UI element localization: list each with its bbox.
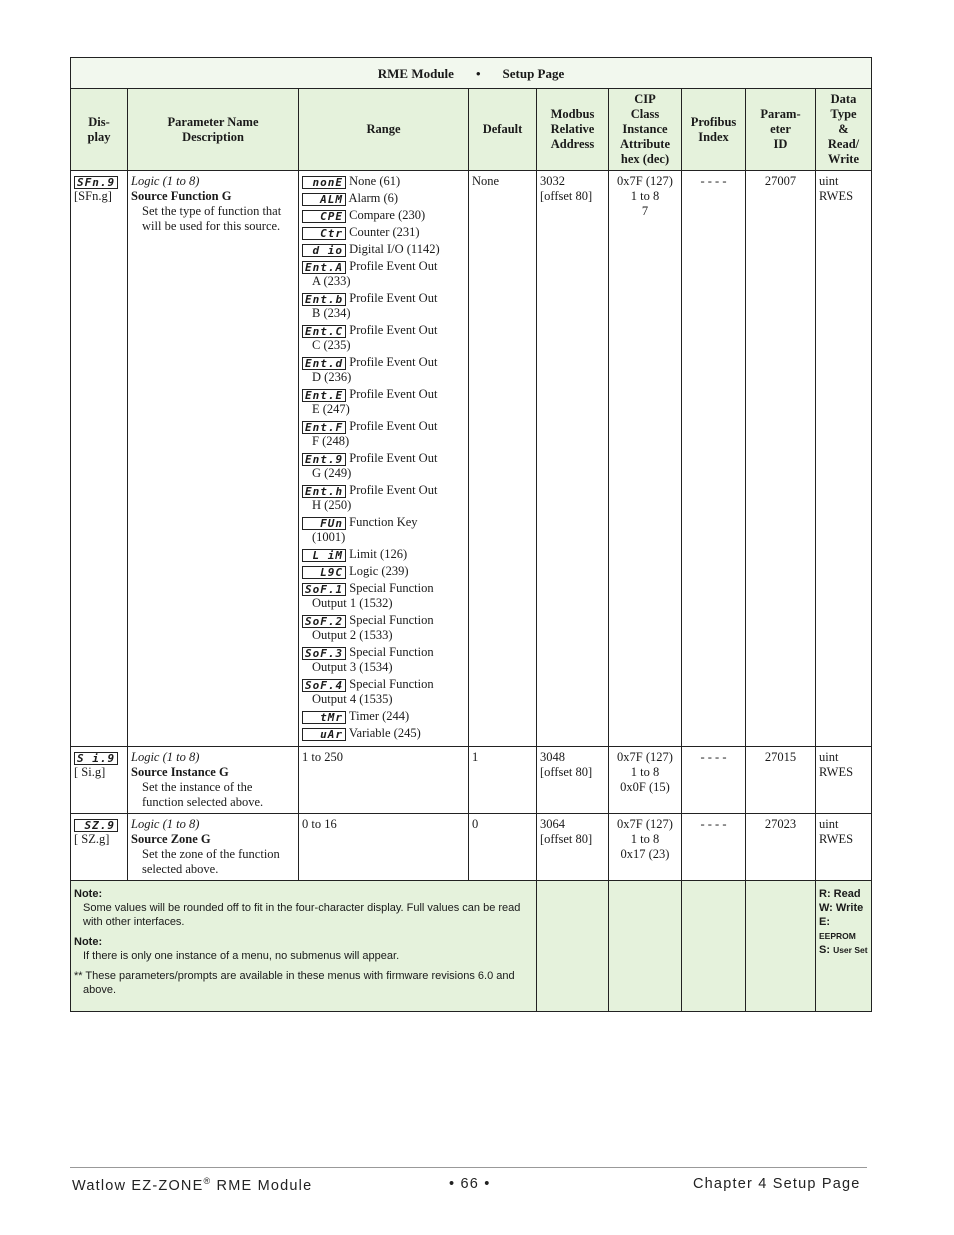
legend-user-set: S: User Set: [819, 944, 868, 956]
range-item: [302, 726, 465, 741]
range-code: L9C: [302, 566, 346, 579]
param-id-cell: 27015: [746, 747, 816, 814]
range-label: Compare (230): [349, 208, 426, 222]
modbus-offset: [offset 80]: [540, 189, 593, 203]
range-label: Special Function: [349, 581, 434, 595]
range-label: Profile Event Out: [349, 355, 438, 369]
range-label-continued: A (233): [312, 274, 351, 288]
range-item: [302, 451, 465, 481]
range-label: Limit (126): [349, 547, 408, 561]
param-description: Set the type of function that will be used for this source.: [142, 204, 282, 233]
notes-empty-cell: [682, 881, 746, 1012]
range-label: Profile Event Out: [349, 387, 438, 401]
cip-cell: [609, 814, 682, 881]
range-label: Logic (239): [349, 564, 409, 578]
data-type: uint: [819, 750, 839, 764]
default-cell: 1: [469, 747, 537, 814]
footer-product: Watlow EZ-ZONE® RME Module: [72, 1176, 313, 1194]
cip-instance: 1 to 8: [630, 832, 660, 846]
range-label-continued: E (247): [312, 402, 350, 416]
param-description: Set the instance of the function selected above.: [142, 780, 264, 809]
range-code: SoF.2: [302, 615, 346, 628]
range-label-continued: H (250): [312, 498, 352, 512]
range-code: SoF.4: [302, 679, 346, 692]
read-write: RWES: [819, 832, 854, 846]
range-item: [302, 547, 465, 562]
range-item: [302, 564, 465, 579]
range-item: [302, 225, 465, 240]
table-row: [71, 747, 872, 814]
title-module: RME Module: [377, 65, 454, 81]
note3-body: ** These parameters/prompts are available in these menus with firmware revisions 6.0 and above.: [74, 970, 515, 996]
range-item: [302, 355, 465, 385]
param-cell: [128, 747, 299, 814]
read-write: RWES: [819, 765, 854, 779]
range-code: d io: [302, 244, 346, 257]
range-label: Profile Event Out: [349, 451, 438, 465]
param-id-cell: 27023: [746, 814, 816, 881]
table-row: [71, 171, 872, 747]
header-display: Dis- play: [71, 89, 128, 171]
param-logic: Logic (1 to 8): [131, 174, 200, 188]
range-item: [302, 515, 465, 545]
range-label-continued: Output 1 (1532): [312, 596, 393, 610]
range-code: Ent.b: [302, 293, 346, 306]
range-code: uAr: [302, 728, 346, 741]
range-code: ALM: [302, 193, 346, 206]
cip-cell: [609, 747, 682, 814]
range-code: SoF.3: [302, 647, 346, 660]
cip-class: 0x7F (127): [617, 817, 673, 831]
range-item: [302, 387, 465, 417]
range-code: Ent.9: [302, 453, 346, 466]
range-item: [302, 323, 465, 353]
param-cell: [128, 814, 299, 881]
header-param: Parameter Name Description: [128, 89, 299, 171]
header-modbus: Modbus Relative Address: [537, 89, 609, 171]
note1-body: Some values will be rounded off to fit in the four-character display. Full values can be read with other interfaces.: [83, 902, 521, 928]
range-item: [302, 709, 465, 724]
parameter-table: [70, 57, 872, 1012]
profibus-cell: - - - -: [682, 747, 746, 814]
range-code: Ctr: [302, 227, 346, 240]
range-code: Ent.F: [302, 421, 346, 434]
range-label-continued: F (248): [312, 434, 350, 448]
range-item: [302, 259, 465, 289]
param-name: Source Zone G: [131, 832, 211, 846]
header-param-id: Param- eter ID: [746, 89, 816, 171]
legend-write: W: Write: [819, 902, 864, 914]
range-label: Profile Event Out: [349, 259, 438, 273]
param-description: Set the zone of the function selected above.: [142, 847, 280, 876]
modbus-address: 3064: [540, 817, 565, 831]
data-type-cell: [816, 171, 872, 747]
range-label: None (61): [349, 174, 401, 188]
range-item: [302, 581, 465, 611]
display-name: [ SZ.g]: [74, 832, 110, 846]
cip-class: 0x7F (127): [617, 750, 673, 764]
cip-instance: 1 to 8: [630, 765, 660, 779]
range-item: [302, 291, 465, 321]
range-item: [302, 242, 465, 257]
range-cell: 0 to 16: [299, 814, 469, 881]
range-label: Digital I/O (1142): [349, 242, 440, 256]
range-code: SoF.1: [302, 583, 346, 596]
modbus-address: 3048: [540, 750, 565, 764]
range-cell: [299, 171, 469, 747]
range-label: Special Function: [349, 645, 434, 659]
data-type: uint: [819, 817, 839, 831]
range-cell: 1 to 250: [299, 747, 469, 814]
range-item: [302, 174, 465, 189]
range-code: Ent.E: [302, 389, 346, 402]
display-cell: [71, 747, 128, 814]
range-label: Alarm (6): [348, 191, 399, 205]
default-cell: 0: [469, 814, 537, 881]
data-type-cell: [816, 814, 872, 881]
notes-empty-cell: [746, 881, 816, 1012]
title-page: Setup Page: [502, 65, 565, 81]
header-default: Default: [469, 89, 537, 171]
range-code: nonE: [302, 176, 346, 189]
cip-instance: 1 to 8: [630, 189, 660, 203]
display-code: SZ.9: [74, 819, 118, 832]
notes-cell: [71, 881, 537, 1012]
display-code: S i.9: [74, 752, 118, 765]
title-bullet: •: [475, 65, 481, 81]
range-label-continued: C (235): [312, 338, 351, 352]
range-label: Special Function: [349, 613, 434, 627]
display-code: SFn.9: [74, 176, 118, 189]
range-code: Ent.A: [302, 261, 346, 274]
range-label-continued: Output 2 (1533): [312, 628, 393, 642]
param-name: Source Instance G: [131, 765, 229, 779]
param-cell: [128, 171, 299, 747]
data-type-cell: [816, 747, 872, 814]
range-item: [302, 208, 465, 223]
note2-body: If there is only one instance of a menu, no submenus will appear.: [83, 950, 400, 962]
notes-empty-cell: [537, 881, 609, 1012]
cip-attribute: 0x0F (15): [620, 780, 670, 794]
range-code: FUn: [302, 517, 346, 530]
range-label: Special Function: [349, 677, 434, 691]
notes-empty-cell: [609, 881, 682, 1012]
range-label: Function Key: [349, 515, 418, 529]
cip-attribute: 0x17 (23): [620, 847, 670, 861]
range-code: Ent.h: [302, 485, 346, 498]
param-id-cell: 27007: [746, 171, 816, 747]
cip-attribute: 7: [641, 204, 649, 218]
range-code: Ent.C: [302, 325, 346, 338]
legend-read: R: Read: [819, 888, 861, 900]
header-row: [71, 89, 872, 171]
default-cell: None: [469, 171, 537, 747]
profibus-cell: - - - -: [682, 814, 746, 881]
header-data-type: Data Type & Read/ Write: [816, 89, 872, 171]
data-type: uint: [819, 174, 839, 188]
range-label: Profile Event Out: [349, 291, 438, 305]
range-code: tMr: [302, 711, 346, 724]
range-code: Ent.d: [302, 357, 346, 370]
range-label: Profile Event Out: [349, 419, 438, 433]
modbus-offset: [offset 80]: [540, 765, 593, 779]
read-write: RWES: [819, 189, 854, 203]
display-cell: [71, 171, 128, 747]
modbus-cell: [537, 814, 609, 881]
header-range: Range: [299, 89, 469, 171]
range-label: Counter (231): [349, 225, 420, 239]
legend-eeprom: E: EEPROM: [819, 916, 856, 941]
table-title: [71, 58, 872, 89]
range-item: [302, 419, 465, 449]
header-profibus: Profibus Index: [682, 89, 746, 171]
modbus-offset: [offset 80]: [540, 832, 593, 846]
param-name: Source Function G: [131, 189, 232, 203]
cip-cell: [609, 171, 682, 747]
range-code: CPE: [302, 210, 346, 223]
range-label-continued: D (236): [312, 370, 352, 384]
profibus-cell: - - - -: [682, 171, 746, 747]
range-label: Variable (245): [348, 726, 421, 740]
range-label: Profile Event Out: [349, 323, 438, 337]
range-code: L iM: [302, 549, 346, 562]
footer-chapter: Chapter 4 Setup Page: [693, 1176, 861, 1192]
note2-heading: Note:: [74, 936, 103, 948]
range-item: [302, 677, 465, 707]
footer-page-number: • 66 •: [449, 1176, 491, 1192]
display-name: [ Si.g]: [74, 765, 106, 779]
cip-class: 0x7F (127): [617, 174, 673, 188]
range-label: Timer (244): [348, 709, 410, 723]
range-item: [302, 613, 465, 643]
legend-cell: [816, 881, 872, 1012]
header-cip: CIP Class Instance Attribute hex (dec): [609, 89, 682, 171]
display-name: [SFn.g]: [74, 189, 112, 203]
table-row: [71, 814, 872, 881]
modbus-cell: [537, 171, 609, 747]
range-label-continued: Output 3 (1534): [312, 660, 393, 674]
display-cell: [71, 814, 128, 881]
range-item: [302, 645, 465, 675]
notes-row: [71, 881, 872, 1012]
range-label-continued: B (234): [312, 306, 351, 320]
footer-rule: [70, 1167, 867, 1168]
range-item: [302, 191, 465, 206]
param-logic: Logic (1 to 8): [131, 817, 200, 831]
range-item: [302, 483, 465, 513]
range-label-continued: G (249): [312, 466, 352, 480]
modbus-address: 3032: [540, 174, 565, 188]
modbus-cell: [537, 747, 609, 814]
range-label: Profile Event Out: [349, 483, 438, 497]
param-logic: Logic (1 to 8): [131, 750, 200, 764]
range-label-continued: (1001): [312, 530, 346, 544]
note1-heading: Note:: [74, 888, 103, 900]
range-label-continued: Output 4 (1535): [312, 692, 393, 706]
